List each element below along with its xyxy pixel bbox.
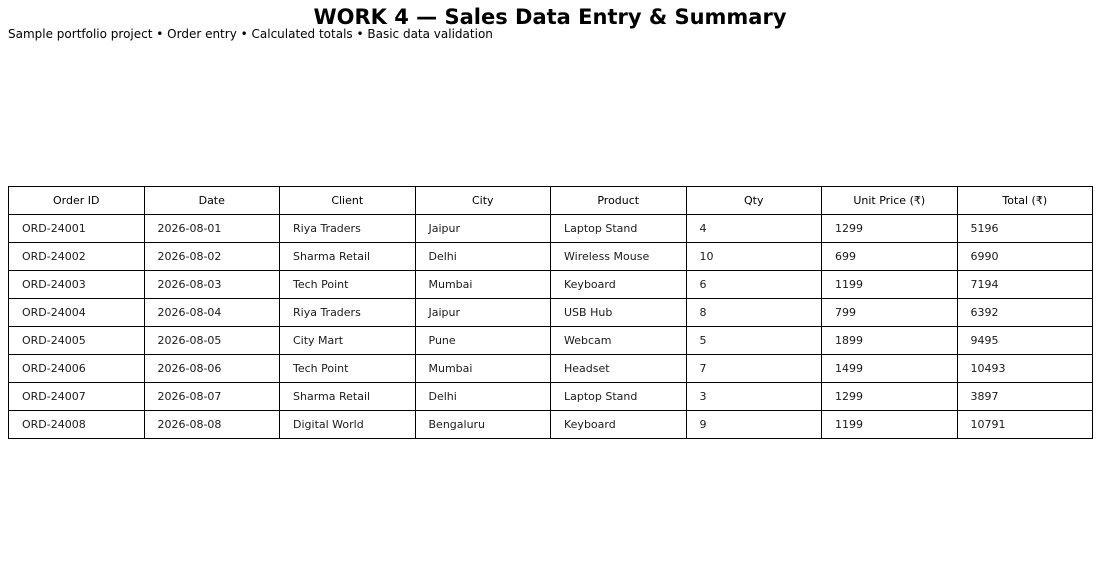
table-row [9,299,1093,327]
cell-city: Delhi [415,243,551,271]
cell-order-id: ORD-24006 [9,355,145,383]
cell-total: 6392 [957,299,1093,327]
header-row [9,187,1093,215]
sales-table [8,186,1093,439]
column-header-order-id: Order ID [9,187,145,215]
cell-total: 3897 [957,383,1093,411]
table-row [9,327,1093,355]
cell-unit-price: 699 [822,243,958,271]
table-row [9,243,1093,271]
cell-unit-price: 1199 [822,271,958,299]
table-row [9,355,1093,383]
column-header-total: Total (₹) [957,187,1093,215]
cell-qty: 7 [686,355,822,383]
cell-city: Delhi [415,383,551,411]
cell-client: Tech Point [280,271,416,299]
cell-qty: 4 [686,215,822,243]
cell-unit-price: 1299 [822,215,958,243]
cell-city: Pune [415,327,551,355]
cell-date: 2026-08-05 [144,327,280,355]
cell-qty: 10 [686,243,822,271]
cell-total: 5196 [957,215,1093,243]
column-header-client: Client [280,187,416,215]
page-subtitle: Sample portfolio project • Order entry • Calculated totals • Basic data validation [8,27,493,41]
cell-order-id: ORD-24005 [9,327,145,355]
cell-client: Sharma Retail [280,383,416,411]
cell-city: Bengaluru [415,411,551,439]
page-title: WORK 4 — Sales Data Entry & Summary [313,5,787,29]
cell-date: 2026-08-07 [144,383,280,411]
cell-order-id: ORD-24002 [9,243,145,271]
cell-order-id: ORD-24003 [9,271,145,299]
cell-date: 2026-08-04 [144,299,280,327]
cell-client: Digital World [280,411,416,439]
cell-product: Wireless Mouse [551,243,687,271]
cell-city: Jaipur [415,299,551,327]
cell-product: Laptop Stand [551,383,687,411]
cell-date: 2026-08-08 [144,411,280,439]
table-row [9,383,1093,411]
cell-total: 10493 [957,355,1093,383]
cell-client: City Mart [280,327,416,355]
table-row [9,271,1093,299]
cell-date: 2026-08-03 [144,271,280,299]
cell-date: 2026-08-06 [144,355,280,383]
cell-product: Headset [551,355,687,383]
cell-product: Keyboard [551,271,687,299]
column-header-unit-price: Unit Price (₹) [822,187,958,215]
cell-unit-price: 1299 [822,383,958,411]
cell-product: USB Hub [551,299,687,327]
column-header-city: City [415,187,551,215]
cell-qty: 8 [686,299,822,327]
cell-order-id: ORD-24007 [9,383,145,411]
cell-unit-price: 1899 [822,327,958,355]
column-header-date: Date [144,187,280,215]
cell-unit-price: 799 [822,299,958,327]
cell-unit-price: 1199 [822,411,958,439]
table-row [9,411,1093,439]
cell-qty: 6 [686,271,822,299]
cell-order-id: ORD-24004 [9,299,145,327]
cell-total: 6990 [957,243,1093,271]
cell-unit-price: 1499 [822,355,958,383]
cell-product: Keyboard [551,411,687,439]
cell-city: Mumbai [415,355,551,383]
cell-client: Riya Traders [280,215,416,243]
table-header [9,187,1093,215]
cell-qty: 5 [686,327,822,355]
cell-product: Webcam [551,327,687,355]
cell-client: Tech Point [280,355,416,383]
cell-client: Sharma Retail [280,243,416,271]
table-body [9,215,1093,439]
cell-qty: 9 [686,411,822,439]
cell-city: Mumbai [415,271,551,299]
cell-order-id: ORD-24008 [9,411,145,439]
cell-total: 7194 [957,271,1093,299]
cell-qty: 3 [686,383,822,411]
table-row [9,215,1093,243]
column-header-product: Product [551,187,687,215]
column-header-qty: Qty [686,187,822,215]
cell-date: 2026-08-02 [144,243,280,271]
cell-city: Jaipur [415,215,551,243]
cell-product: Laptop Stand [551,215,687,243]
cell-date: 2026-08-01 [144,215,280,243]
cell-total: 9495 [957,327,1093,355]
cell-total: 10791 [957,411,1093,439]
cell-order-id: ORD-24001 [9,215,145,243]
cell-client: Riya Traders [280,299,416,327]
